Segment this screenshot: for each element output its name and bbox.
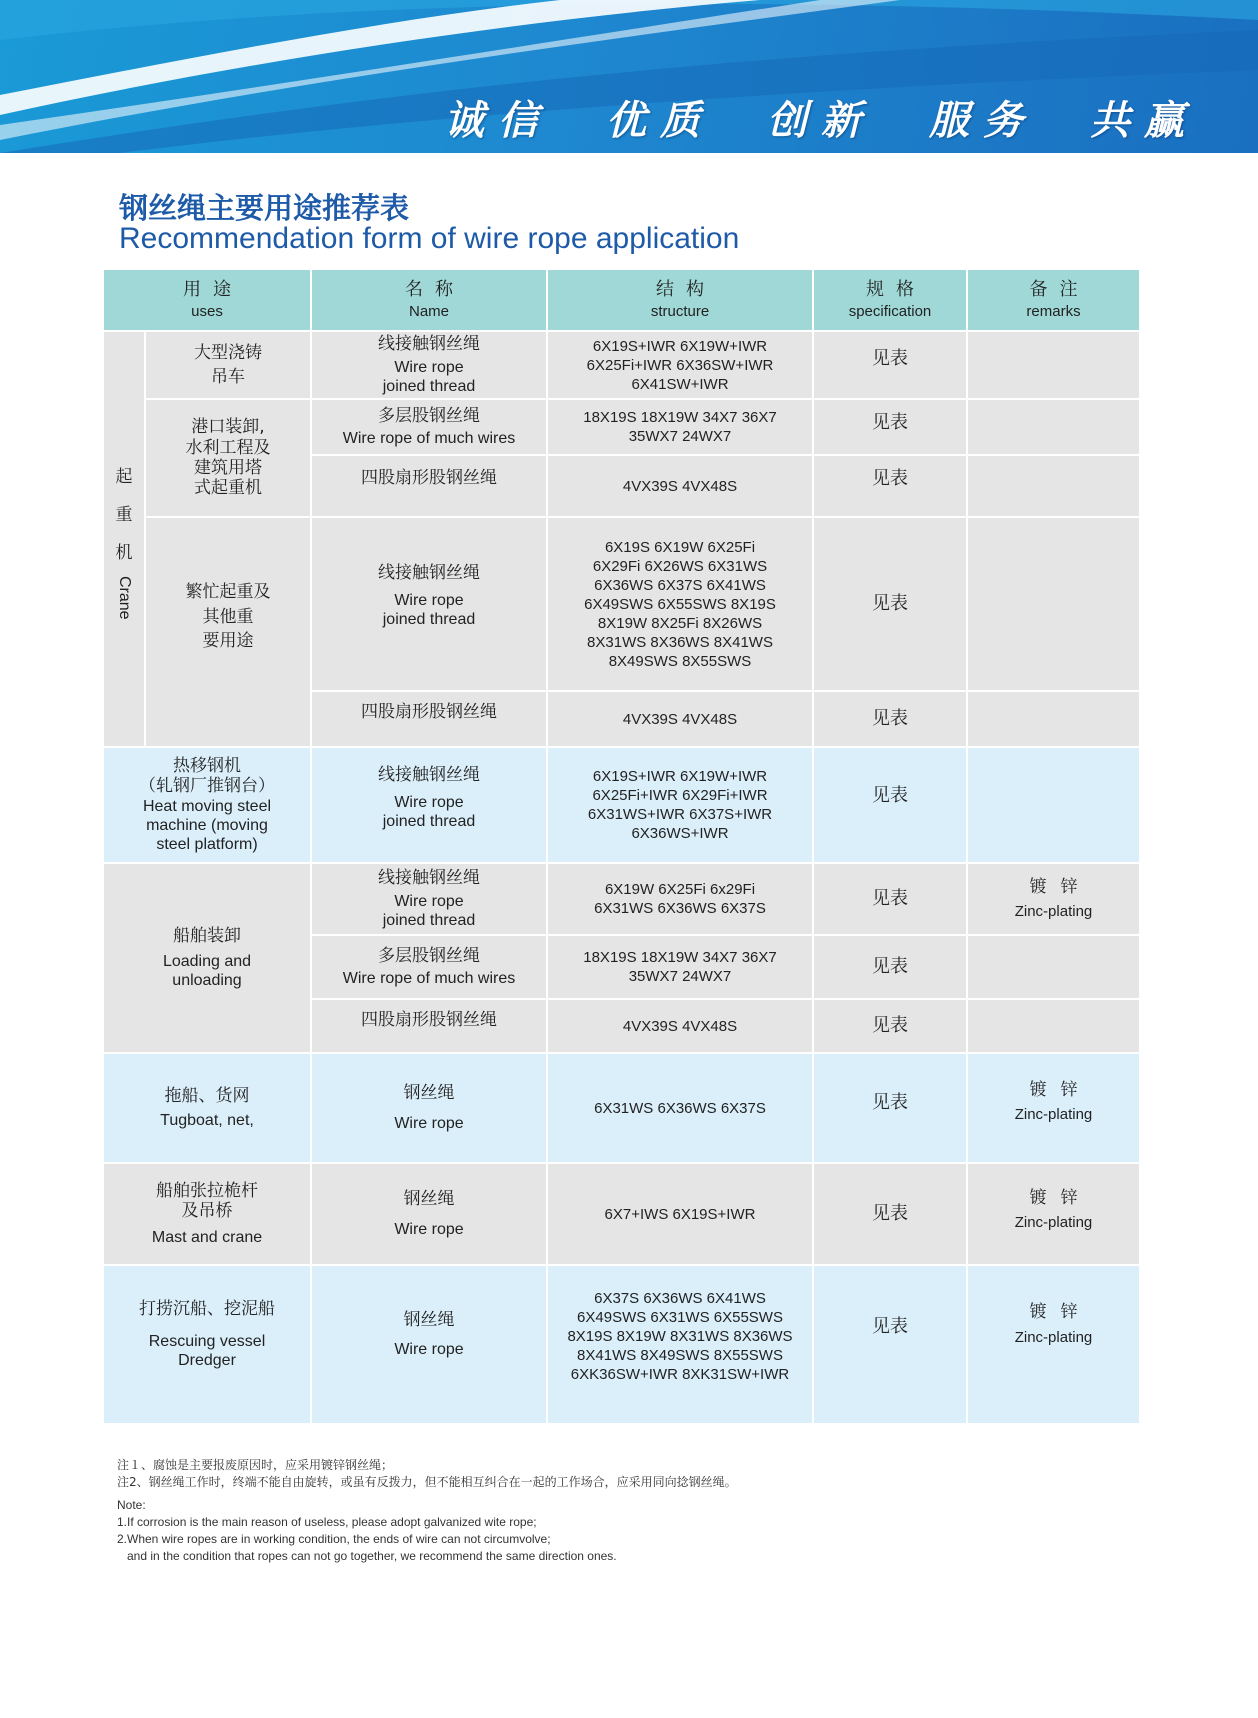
note-en-3: and in the condition that ropes can not go together, we recommend the same direction ones. <box>117 1549 617 1563</box>
remark-cell <box>968 936 1139 998</box>
remark-zinc-plating: 镀锌 Zinc-plating <box>968 1164 1139 1264</box>
structure-cell: 4VX39S 4VX48S <box>548 692 812 746</box>
spec-cell: 见表 <box>814 1266 966 1423</box>
spec-cell: 见表 <box>814 456 966 516</box>
header-structure: 结构 structure <box>548 270 812 330</box>
spec-cell: 见表 <box>814 692 966 746</box>
remark-cell <box>968 400 1139 454</box>
name-wire-rope: 钢丝绳 Wire rope <box>312 1164 546 1264</box>
structure-cell: 4VX39S 4VX48S <box>548 456 812 516</box>
name-multilayer-rope: 多层股钢丝绳 Wire rope of much wires <box>312 400 546 454</box>
name-fan-rope: 四股扇形股钢丝绳 <box>312 692 546 746</box>
structure-cell: 6X7+IWS 6X19S+IWR <box>548 1164 812 1264</box>
note-en-1: 1.If corrosion is the main reason of useless, please adopt galvanized wite rope; <box>117 1515 537 1529</box>
use-ship-loading: 船舶装卸 Loading and unloading <box>104 864 310 1052</box>
name-multilayer-rope: 多层股钢丝绳 Wire rope of much wires <box>312 936 546 998</box>
spec-cell: 见表 <box>814 1000 966 1052</box>
spec-cell: 见表 <box>814 400 966 454</box>
slogan-2: 优质 <box>606 97 714 144</box>
spec-cell: 见表 <box>814 1054 966 1162</box>
remark-cell <box>968 518 1139 690</box>
use-mast-crane: 船舶张拉桅杆 及吊桥 Mast and crane <box>104 1164 310 1264</box>
slogan-3: 创新 <box>767 97 875 144</box>
header-uses: 用途 uses <box>104 270 310 330</box>
structure-cell: 6X37S 6X36WS 6X41WS 6X49SWS 6X31WS 6X55SWS 8X19S 8X19W 8X31WS 8X36WS 8X41WS 8X49SWS 8X55SWS 6XK36SW+IWR 8XK31SW+IWR <box>548 1266 812 1423</box>
use-heat-moving-steel: 热移钢机 （轧钢厂推钢台） Heat moving steel machine (moving steel platform) <box>104 748 310 862</box>
use-rescue-dredger: 打捞沉船、挖泥船 Rescuing vessel Dredger <box>104 1266 310 1423</box>
note-en-2: 2.When wire ropes are in working condition, the ends of wire can not circumvolve; <box>117 1532 551 1546</box>
structure-cell: 6X31WS 6X36WS 6X37S <box>548 1054 812 1162</box>
remark-cell <box>968 748 1139 862</box>
name-contact-rope: 线接触钢丝绳 Wire rope joined thread <box>312 332 546 398</box>
structure-cell: 6X19S 6X19W 6X25Fi 6X29Fi 6X26WS 6X31WS 6X36WS 6X37S 6X41WS 6X49SWS 6X55SWS 8X19S 8X19W 8X25Fi 8X26WS 8X31WS 8X36WS 8X41WS 8X49SWS 8X55SWS <box>548 518 812 690</box>
use-tugboat-net: 拖船、货网 Tugboat, net, <box>104 1054 310 1162</box>
spec-cell: 见表 <box>814 936 966 998</box>
remark-cell <box>968 692 1139 746</box>
use-busy-lifting: 繁忙起重及 其他重 要用途 <box>146 518 310 746</box>
remark-cell <box>968 1000 1139 1052</box>
spec-cell: 见表 <box>814 748 966 862</box>
header-specification: 规格 specification <box>814 270 966 330</box>
spec-cell: 见表 <box>814 332 966 398</box>
note-cn-1: 注１、腐蚀是主要报废原因时，应采用镀锌钢丝绳； <box>117 1458 394 1472</box>
remark-cell <box>968 456 1139 516</box>
recommendation-table <box>104 270 1139 1423</box>
header-banner <box>0 0 1258 153</box>
name-contact-rope: 线接触钢丝绳 Wire rope joined thread <box>312 748 546 862</box>
use-port-tower-crane: 港口装卸, 水利工程及 建筑用塔 式起重机 <box>146 400 310 516</box>
structure-cell: 6X19W 6X25Fi 6x29Fi 6X31WS 6X36WS 6X37S <box>548 864 812 934</box>
remark-zinc-plating: 镀锌 Zinc-plating <box>968 1054 1139 1162</box>
structure-cell: 6X19S+IWR 6X19W+IWR 6X25Fi+IWR 6X36SW+IWR 6X41SW+IWR <box>548 332 812 398</box>
name-wire-rope: 钢丝绳 Wire rope <box>312 1054 546 1162</box>
page-title-cn: 钢丝绳主要用途推荐表 <box>119 191 410 225</box>
name-contact-rope: 线接触钢丝绳 Wire rope joined thread <box>312 864 546 934</box>
remark-zinc-plating: 镀锌 Zinc-plating <box>968 1266 1139 1423</box>
spec-cell: 见表 <box>814 864 966 934</box>
use-large-casting-crane: 大型浇铸 吊车 <box>146 332 310 398</box>
crane-group-label: 起 重 机 Crane <box>104 332 144 746</box>
slogan-5: 共赢 <box>1090 97 1198 144</box>
structure-cell: 18X19S 18X19W 34X7 36X7 35WX7 24WX7 <box>548 936 812 998</box>
note-en-heading: Note: <box>117 1498 146 1512</box>
header-remarks: 备注 remarks <box>968 270 1139 330</box>
remark-cell <box>968 332 1139 398</box>
footnotes <box>117 1457 1117 1565</box>
name-fan-rope: 四股扇形股钢丝绳 <box>312 456 546 516</box>
note-cn-2: 注2、钢丝绳工作时，终端不能自由旋转，或虽有反拨力，但不能相互纠合在一起的工作场合，应采用同向捻钢丝绳。 <box>117 1475 737 1489</box>
slogan-1: 诚信 <box>444 97 552 144</box>
structure-cell: 4VX39S 4VX48S <box>548 1000 812 1052</box>
remark-zinc-plating: 镀锌 Zinc-plating <box>968 864 1139 934</box>
structure-cell: 6X19S+IWR 6X19W+IWR 6X25Fi+IWR 6X29Fi+IWR 6X31WS+IWR 6X37S+IWR 6X36WS+IWR <box>548 748 812 862</box>
structure-cell: 18X19S 18X19W 34X7 36X7 35WX7 24WX7 <box>548 400 812 454</box>
name-contact-rope: 线接触钢丝绳 Wire rope joined thread <box>312 518 546 690</box>
name-wire-rope: 钢丝绳 Wire rope <box>312 1266 546 1423</box>
page-title-en: Recommendation form of wire rope application <box>119 222 740 255</box>
header-name: 名称 Name <box>312 270 546 330</box>
name-fan-rope: 四股扇形股钢丝绳 <box>312 1000 546 1052</box>
spec-cell: 见表 <box>814 518 966 690</box>
spec-cell: 见表 <box>814 1164 966 1264</box>
slogan-4: 服务 <box>929 97 1037 144</box>
